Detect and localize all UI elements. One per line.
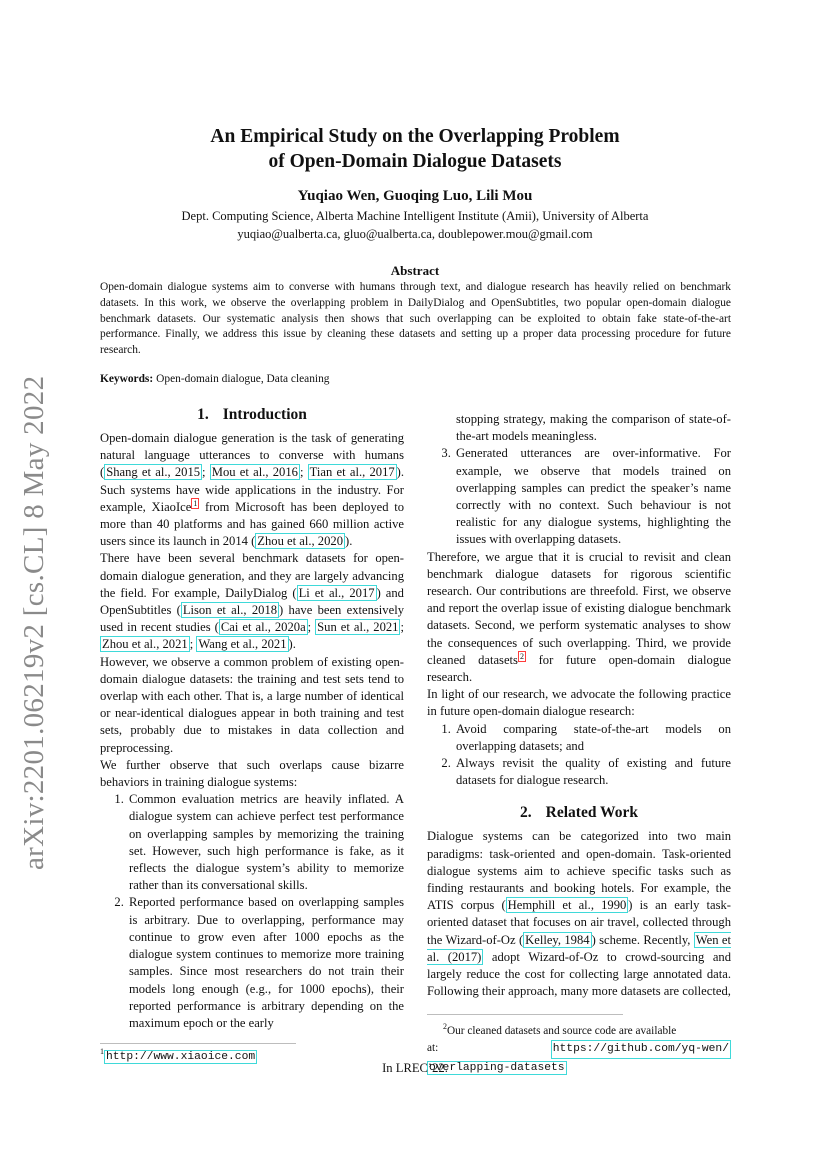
footnote-number: 2 bbox=[443, 1022, 447, 1031]
footnote-url-link[interactable]: https://github.com/yq-wen/ bbox=[551, 1040, 731, 1059]
citation-link[interactable]: Wen et al. (2017) bbox=[427, 932, 731, 964]
keywords bbox=[100, 373, 330, 385]
authors: Yuqiao Wen, Guoqing Luo, Lili Mou bbox=[297, 188, 533, 204]
title-line-1: An Empirical Study on the Overlapping Problem bbox=[210, 126, 620, 147]
section-heading-related-work bbox=[427, 803, 731, 823]
list-item: 2. Reported performance based on overlapping samples is arbitrary. Due to overlapping, performance may continue to grow even after 1000 epochs as the dialogue system continues to memorize more training samples. Since most researchers do not train their models long enough (e.g., for 1000 epochs), their reported performance is arbitrary depending on the maximum epoch or the early bbox=[127, 894, 404, 1032]
text-run: Dialogue systems can be categorized into two main paradigms: task-oriented and open-domain. Task-oriented dialogue systems aim to achieve specific tasks such as finding restaurants and booking hotels. For example, the ATIS corpus ( bbox=[427, 829, 731, 913]
citation-link[interactable]: Mou et al., 2016 bbox=[211, 465, 298, 480]
intro-paragraph-6: In light of our research, we advocate the following practice in future open-domain dialogue research: bbox=[427, 687, 731, 719]
title-line-2: of Open-Domain Dialogue Datasets bbox=[268, 151, 562, 172]
text-run: ) is an early task-oriented dataset that focuses on air travel, collected through the Wizard-of-Oz ( bbox=[427, 898, 731, 947]
intro-paragraph-2: There have been several benchmark datasets for open-domain dialogue generation, and they are largely advancing the field. For example, DailyDialog ( Li et al., 2017 ) and OpenSubtitles ( Lison et al., 2018 ) have been extensively used in recent studies ( Cai et al., 2020a ; Sun et al., 2021 ; Zhou et al., 2021 ; Wang et al., 2021 ). bbox=[100, 551, 404, 652]
footnote-text bbox=[427, 1018, 731, 1040]
venue-footer: In LREC’22. bbox=[382, 1061, 448, 1075]
text-run: Open-domain dialogue generation is the task of generating natural language utterances to converse with humans ( bbox=[100, 431, 404, 480]
footnote-marker[interactable]: 1 bbox=[193, 498, 198, 508]
text-run: ). Such systems have wide applications in the industry. For example, XiaoIce bbox=[100, 465, 405, 514]
footnote-url-link[interactable]: overlapping-datasets bbox=[429, 1061, 565, 1074]
affiliation: Dept. Computing Science, Alberta Machine Intelligent Institute (Amii), University of Alberta bbox=[181, 209, 649, 223]
advocacy-list bbox=[427, 721, 731, 790]
section-title: Introduction bbox=[222, 406, 307, 423]
list-item: 3. Generated utterances are over-informative. For example, we observe that models trained on overlapping samples can predict the speaker’s name correctly with no context. Such behaviour is not realistic for any dialogue systems, highlighting the issues with overlapping datasets. bbox=[454, 445, 731, 548]
right-column bbox=[427, 411, 731, 1001]
citation-link[interactable]: Zhou et al., 2020 bbox=[257, 534, 343, 549]
emails: yuqiao@ualberta.ca, gluo@ualberta.ca, doublepower.mou@gmail.com bbox=[237, 226, 593, 241]
text-run: for future open-domain dialogue research. bbox=[427, 652, 732, 685]
keywords-label: Keywords: bbox=[100, 373, 154, 385]
section-number: 2. bbox=[520, 804, 532, 822]
footnote-marker[interactable]: 2 bbox=[519, 651, 524, 661]
keywords-text: Open-domain dialogue, Data cleaning bbox=[156, 373, 330, 385]
citation-link[interactable]: Kelley, 1984 bbox=[525, 932, 590, 947]
citation-link[interactable]: Sun et al., 2021 bbox=[317, 620, 399, 635]
footnote-url-row bbox=[427, 1040, 731, 1059]
related-paragraph bbox=[427, 828, 731, 1000]
issue-list bbox=[100, 791, 404, 1032]
text-run: ). bbox=[345, 534, 353, 549]
citation-link[interactable]: Cai et al., 2020a bbox=[220, 620, 306, 635]
text-run: adopt Wizard-of-Oz to crowd-sourcing and largely reduce the cost for collecting large annotated data. Following their approach, many more datasets are collected, bbox=[427, 949, 732, 999]
list-item: 1. Avoid comparing state-of-the-art models on overlapping datasets; and bbox=[454, 721, 731, 755]
citation-link[interactable]: Shang et al., 2015 bbox=[106, 465, 201, 480]
text-run: ) scheme. Recently, bbox=[591, 932, 694, 947]
citation-link[interactable]: Hemphill et al., 1990 bbox=[507, 898, 627, 913]
text-run: from Microsoft has been deployed to more than 40 platforms and has gained 660 million active users since its launch in 2014 ( bbox=[100, 499, 404, 549]
list-item-continued: stopping strategy, making the comparison of state-of-the-art models meaningless. bbox=[456, 412, 731, 444]
citation-link[interactable]: Li et al., 2017 bbox=[298, 585, 375, 600]
affiliation-block bbox=[100, 208, 730, 243]
footnote-url-link[interactable]: http://www.xiaoice.com bbox=[106, 1050, 256, 1063]
footnote-number: 1 bbox=[100, 1047, 104, 1056]
section-number: 1. bbox=[197, 406, 209, 423]
citation-link[interactable]: Wang et al., 2021 bbox=[198, 637, 287, 652]
footnote-rule-right bbox=[427, 1014, 623, 1015]
abstract-text: Open-domain dialogue systems aim to converse with humans through text, and dialogue research has heavily relied on benchmark datasets. In this work, we observe the overlapping problem in DailyDialog and OpenSubtitles, two popular open-domain dialogue benchmark datasets. Our systematic analysis then shows that such overlapping can be exploited to obtain fake state-of-the-art performance. Finally, we address this issue by cleaning these datasets and setting up a proper data processing procedure for future research. bbox=[100, 281, 731, 357]
footnote-text-a: Our cleaned datasets and source code are available bbox=[447, 1024, 677, 1037]
citation-link[interactable]: Tian et al., 2017 bbox=[309, 465, 395, 480]
text-run: ) and OpenSubtitles ( bbox=[100, 585, 404, 618]
citation-link[interactable]: Zhou et al., 2021 bbox=[102, 637, 188, 652]
left-column bbox=[100, 405, 404, 1032]
intro-paragraph-4: We further observe that such overlaps cause bizarre behaviors in training dialogue systems: bbox=[100, 757, 404, 790]
intro-paragraph-1: Open-domain dialogue generation is the task of generating natural language utterances to converse with humans ( Shang et al., 2015 ; Mou et al., 2016 ; Tian et al., 2017 ). Such systems have wide applications in the industry. For example, XiaoIce $^1$ from Microsoft has been deployed to more than 40 platforms and has gained 660 million active users since its launch in 2014 ( Zhou et al., 2020 ). bbox=[100, 431, 405, 549]
intro-paragraph-5 bbox=[427, 549, 731, 687]
footnote-rule-left bbox=[100, 1043, 296, 1044]
text-run: Therefore, we argue that it is crucial to revisit and clean benchmark dialogue datasets for rigorous scientific research. Our contributions are threefold. First, we observe and report the overlap issue of existing dialogue benchmark datasets. Second, we perform systematic analyses to show the consequences of such overlapping. Third, we provide cleaned datasets bbox=[427, 549, 731, 667]
citation-link[interactable]: Lison et al., 2018 bbox=[182, 603, 278, 618]
section-title: Related Work bbox=[545, 804, 638, 822]
issue-list-continued bbox=[427, 411, 731, 445]
issue-list-part-2 bbox=[427, 445, 731, 548]
section-heading-introduction bbox=[100, 405, 404, 425]
abstract-heading: Abstract bbox=[390, 263, 440, 278]
list-item: 1. Common evaluation metrics are heavily inflated. A dialogue system can achieve perfect test performance on overlapping samples by memorizing the training set. However, such high performance is fake, as it reflects the dialogue system’s ability to memorize rather than its conversational skills. bbox=[127, 791, 404, 894]
paper-title bbox=[100, 124, 730, 174]
text-run: ). bbox=[288, 637, 296, 652]
arxiv-identifier: arXiv:2201.06219v2 [cs.CL] 8 May 2022 bbox=[18, 375, 50, 870]
text-run: There have been several benchmark datasets for open-domain dialogue generation, and they are largely advancing the field. For example, DailyDialog ( bbox=[100, 551, 404, 600]
text-run: ) have been extensively used in recent studies ( bbox=[100, 603, 404, 635]
footnote-text-b: at: bbox=[427, 1041, 439, 1054]
intro-paragraph-3: However, we observe a common problem of existing open-domain dialogue datasets: the training and test sets tend to overlap with each other. That is, a large number of identical or near-identical dialogues appear in both training and test sets, probably due to mistakes in data collection and preprocessing. bbox=[100, 654, 404, 755]
list-item: 2. Always revisit the quality of existing and future datasets for dialogue research. bbox=[454, 755, 731, 789]
